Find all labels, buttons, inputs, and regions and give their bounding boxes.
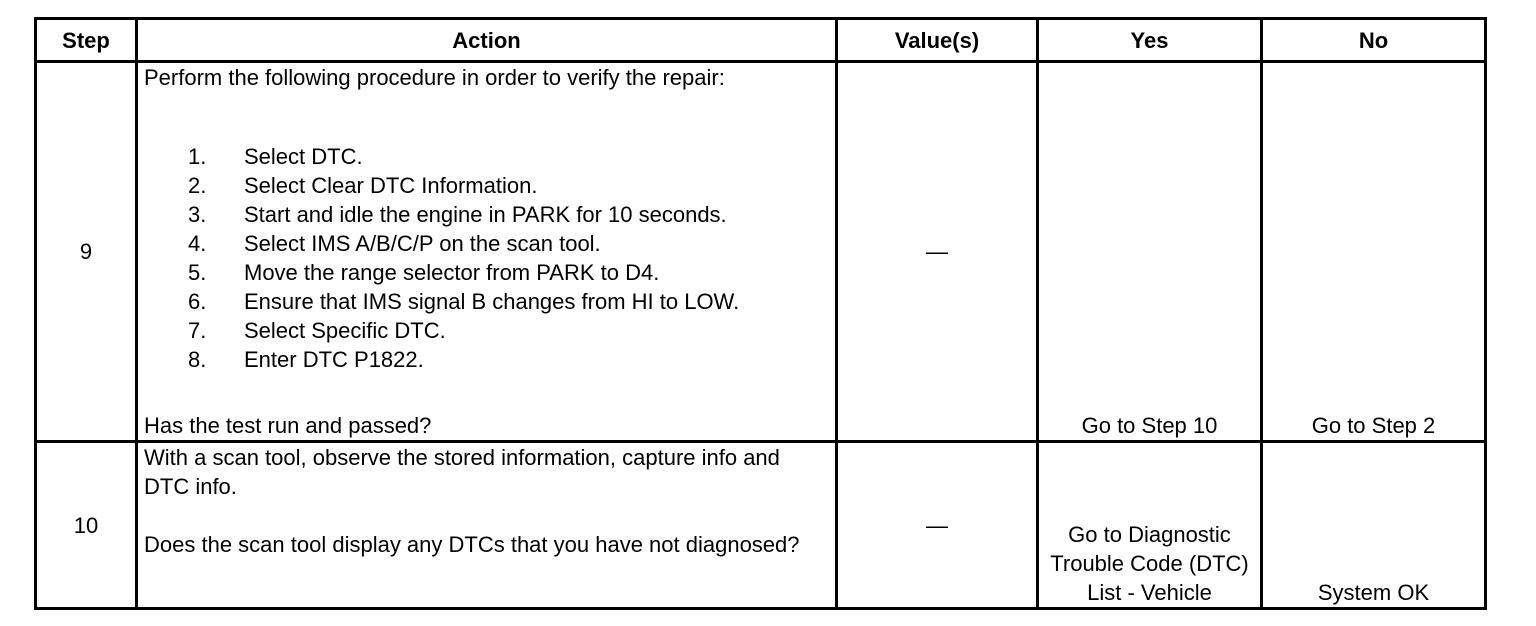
list-item: 4. Select IMS A/B/C/P on the scan tool. (188, 231, 601, 256)
list-item: 1. Select DTC. (188, 144, 363, 169)
header-yes: Yes (1038, 19, 1262, 62)
list-item: 7. Select Specific DTC. (188, 318, 446, 343)
action-intro: With a scan tool, observe the stored information, capture info and DTC info. (144, 445, 780, 499)
value-cell: — (837, 442, 1038, 609)
no-cell: Go to Step 2 (1262, 62, 1486, 442)
action-cell (137, 62, 837, 442)
header-step: Step (36, 19, 137, 62)
yes-cell: Go to Step 10 (1038, 62, 1262, 442)
list-item: 6. Ensure that IMS signal B changes from HI to LOW. (188, 289, 740, 314)
list-item: 5. Move the range selector from PARK to D4. (188, 260, 660, 285)
header-action: Action (137, 19, 837, 62)
yes-cell: Go to Diagnostic Trouble Code (DTC) List - Vehicle (1038, 442, 1262, 609)
table-row (36, 442, 1486, 609)
procedure-list (144, 142, 829, 374)
action-intro: Perform the following procedure in order to verify the repair: (144, 65, 725, 90)
diagnostic-table (34, 17, 1487, 610)
header-no: No (1262, 19, 1486, 62)
list-item: 2. Select Clear DTC Information. (188, 173, 538, 198)
list-item: 8. Enter DTC P1822. (188, 347, 424, 372)
action-question: Has the test run and passed? (144, 413, 432, 438)
action-cell (137, 442, 837, 609)
header-row (36, 19, 1486, 62)
value-cell: — (837, 62, 1038, 442)
action-question: Does the scan tool display any DTCs that you have not diagnosed? (144, 532, 800, 557)
table-row (36, 62, 1486, 442)
no-cell: System OK (1262, 442, 1486, 609)
header-values: Value(s) (837, 19, 1038, 62)
list-item: 3. Start and idle the engine in PARK for 10 seconds. (188, 202, 727, 227)
step-number: 10 (36, 442, 137, 609)
step-number: 9 (36, 62, 137, 442)
